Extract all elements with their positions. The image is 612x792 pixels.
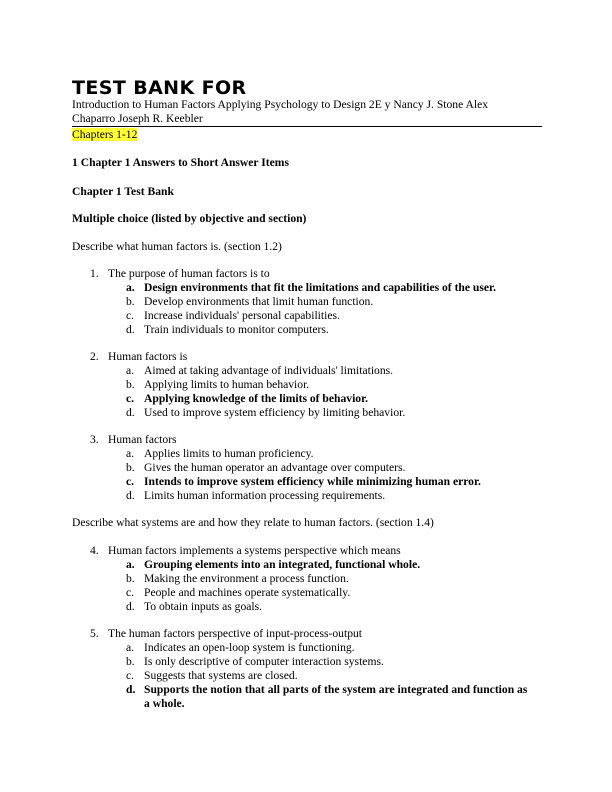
title-divider (72, 126, 542, 127)
section-objective-2: Describe what systems are and how they relate to human factors. (section 1.4) (72, 516, 434, 529)
option-b: b. Gives the human operator an advantage over computers. (126, 461, 406, 474)
option-d: d. Train individuals to monitor computers. (126, 323, 329, 336)
chapters-label (72, 128, 137, 142)
question-number: 2. (90, 350, 99, 363)
option-b: b. Making the environment a process function. (126, 572, 349, 585)
heading-test-bank: Chapter 1 Test Bank (72, 185, 174, 198)
option-c: c. Intends to improve system efficiency while minimizing human error. (126, 475, 481, 488)
heading-multiple-choice: Multiple choice (listed by objective and section) (72, 212, 307, 225)
option-a: a. Grouping elements into an integrated, functional whole. (126, 558, 421, 571)
question-number: 1. (90, 267, 99, 280)
document-subtitle: Introduction to Human Factors Applying Psychology to Design 2E y Nancy J. Stone Alex Chaparro Joseph R. Keebler (72, 98, 489, 125)
question-stem: Human factors (108, 433, 177, 446)
question-3 (72, 433, 542, 503)
option-a: a. Design environments that fit the limitations and capabilities of the user. (126, 281, 497, 294)
chapters-highlight: Chapters 1-12 (72, 128, 138, 141)
question-stem: The purpose of human factors is to (108, 267, 270, 280)
option-b: b. Applying limits to human behavior. (126, 378, 310, 391)
option-d: d. Limits human information processing requirements. (126, 489, 386, 502)
section-objective-1: Describe what human factors is. (section 1.2) (72, 240, 282, 253)
question-number: 4. (90, 544, 99, 557)
option-a: a. Aimed at taking advantage of individuals' limitations. (126, 364, 394, 377)
option-c: c. Increase individuals' personal capabilities. (126, 309, 340, 322)
document-title: TEST BANK FOR (72, 77, 247, 99)
option-d: d. Supports the notion that all parts of the system are integrated and function as a whole. (126, 683, 528, 710)
option-d: d. To obtain inputs as goals. (126, 600, 263, 613)
question-stem: The human factors perspective of input-process-output (108, 627, 363, 640)
option-a: a. Applies limits to human proficiency. (126, 447, 314, 460)
option-c: c. People and machines operate systematically. (126, 586, 351, 599)
option-c: c. Suggests that systems are closed. (126, 669, 298, 682)
question-2 (72, 350, 542, 420)
option-b: b. Develop environments that limit human function. (126, 295, 374, 308)
question-number: 3. (90, 433, 99, 446)
heading-short-answer: 1 Chapter 1 Answers to Short Answer Items (72, 156, 289, 169)
question-number: 5. (90, 627, 99, 640)
option-a: a. Indicates an open-loop system is functioning. (126, 641, 355, 654)
option-b: b. Is only descriptive of computer interaction systems. (126, 655, 384, 668)
question-stem: Human factors is (108, 350, 188, 363)
option-c: c. Applying knowledge of the limits of behavior. (126, 392, 369, 405)
question-5 (72, 627, 542, 711)
question-4 (72, 544, 542, 614)
question-1 (72, 267, 542, 337)
question-stem: Human factors implements a systems perspective which means (108, 544, 401, 557)
option-d: d. Used to improve system efficiency by limiting behavior. (126, 406, 406, 419)
